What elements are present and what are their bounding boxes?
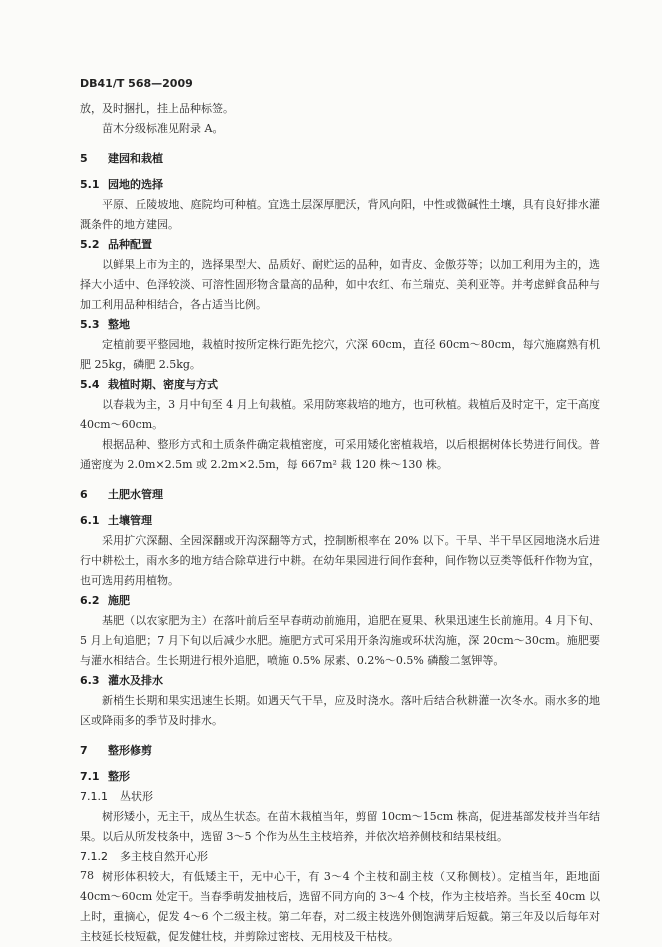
section-heading-5-4: 5.4 栽植时期、密度与方式 [80, 378, 218, 391]
paragraph: 根据品种、整形方式和土质条件确定栽植密度，可采用矮化密植栽培，以后根据树体长势进行间伐。普通密度为 2.0m×2.5m 或 2.2m×2.5m，每 667m² 栽 120 株～130 株。 [80, 438, 600, 471]
paragraph: 平原、丘陵坡地、庭院均可种植。宜选土层深厚肥沃，背风向阳，中性或微碱性土壤，具有良好排水灌溉条件的地方建园。 [80, 198, 600, 231]
paragraph: 以鲜果上市为主的，选择果型大、品质好、耐贮运的品种，如青皮、金傲芬等；以加工利用为主的，选择大小适中、色泽较淡、可溶性固形物含量高的品种，如中农红、布兰瑞克、美利亚等。并考虑鲜食品种与加工利用品种相结合，各占适当比例。 [80, 258, 600, 311]
section-heading-6-2: 6.2 施肥 [80, 594, 130, 607]
document-body [80, 99, 600, 947]
section-heading-5-1: 5.1 园地的选择 [80, 178, 163, 191]
paragraph: 定植前要平整园地，栽植时按所定株行距先挖穴，穴深 60cm，直径 60cm～80cm，每穴施腐熟有机肥 25kg，磷肥 2.5kg。 [80, 338, 600, 371]
section-heading-6-1: 6.1 土壤管理 [80, 514, 152, 527]
standard-code: DB41/T 568—2009 [80, 77, 193, 90]
section-heading-7-1-1: 7.1.1 丛状形 [80, 790, 153, 803]
page-number: 78 [80, 869, 94, 882]
section-heading-7-1-2: 7.1.2 多主枝自然开心形 [80, 850, 208, 863]
paragraph: 放，及时捆扎，挂上品种标签。 [80, 102, 234, 115]
section-heading-6-3: 6.3 灌水及排水 [80, 674, 163, 687]
section-heading-5-2: 5.2 品种配置 [80, 238, 152, 251]
section-heading-7-1: 7.1 整形 [80, 770, 130, 783]
paragraph: 基肥（以农家肥为主）在落叶前后至早春萌动前施用，追肥在夏果、秋果迅速生长前施用。4 月下旬、5 月上旬追肥；7 月下旬以后减少水肥。施肥方式可采用开条沟施或环状沟施，深 20cm～30cm。施肥要与灌水相结合。生长期进行根外追肥，喷施 0.5% 尿素、0.2%～0.5% 磷酸二氢钾等。 [80, 614, 600, 667]
paragraph: 以春栽为主，3 月中旬至 4 月上旬栽植。采用防寒栽培的地方，也可秋植。栽植后及时定干，定干高度 40cm～60cm。 [80, 398, 600, 431]
section-heading-5-3: 5.3 整地 [80, 318, 130, 331]
section-heading-6: 6 土肥水管理 [80, 488, 163, 501]
paragraph: 苗木分级标准见附录 A。 [102, 122, 224, 135]
paragraph: 新梢生长期和果实迅速生长期。如遇天气干旱，应及时浇水。落叶后结合秋耕灌一次冬水。雨水多的地区或降雨多的季节及时排水。 [80, 694, 600, 727]
section-heading-7: 7 整形修剪 [80, 744, 152, 757]
section-heading-5: 5 建园和栽植 [80, 152, 163, 165]
paragraph: 树形矮小，无主干，成丛生状态。在苗木栽植当年，剪留 10cm～15cm 株高，促进基部发枝并当年结果。以后从所发枝条中，选留 3～5 个作为丛生主枝培养，并依次培养侧枝和结果枝组。 [80, 810, 600, 843]
paragraph: 树形体积较大，有低矮主干，无中心干，有 3～4 个主枝和副主枝（又称侧枝）。定植当年，距地面 40cm～60cm 处定干。当春季萌发抽枝后，选留不同方向的 3～4 个枝，作为主枝培养。当长至 40cm 以上时，重摘心，促发 4～6 个二级主枝。第二年春，对二级主枝选外侧饱满芽后短截。第三年及以后每年对主枝延长枝短截，促发健壮枝，并剪除过密枝、无用枝及干枯枝。 [80, 870, 600, 943]
paragraph: 采用扩穴深翻、全园深翻或开沟深翻等方式，控制断根率在 20% 以下。干旱、半干旱区园地浇水后进行中耕松土，雨水多的地方结合除草进行中耕。在幼年果园进行间作套种，间作物以豆类等低秆作物为宜，也可选用药用植物。 [80, 534, 600, 587]
